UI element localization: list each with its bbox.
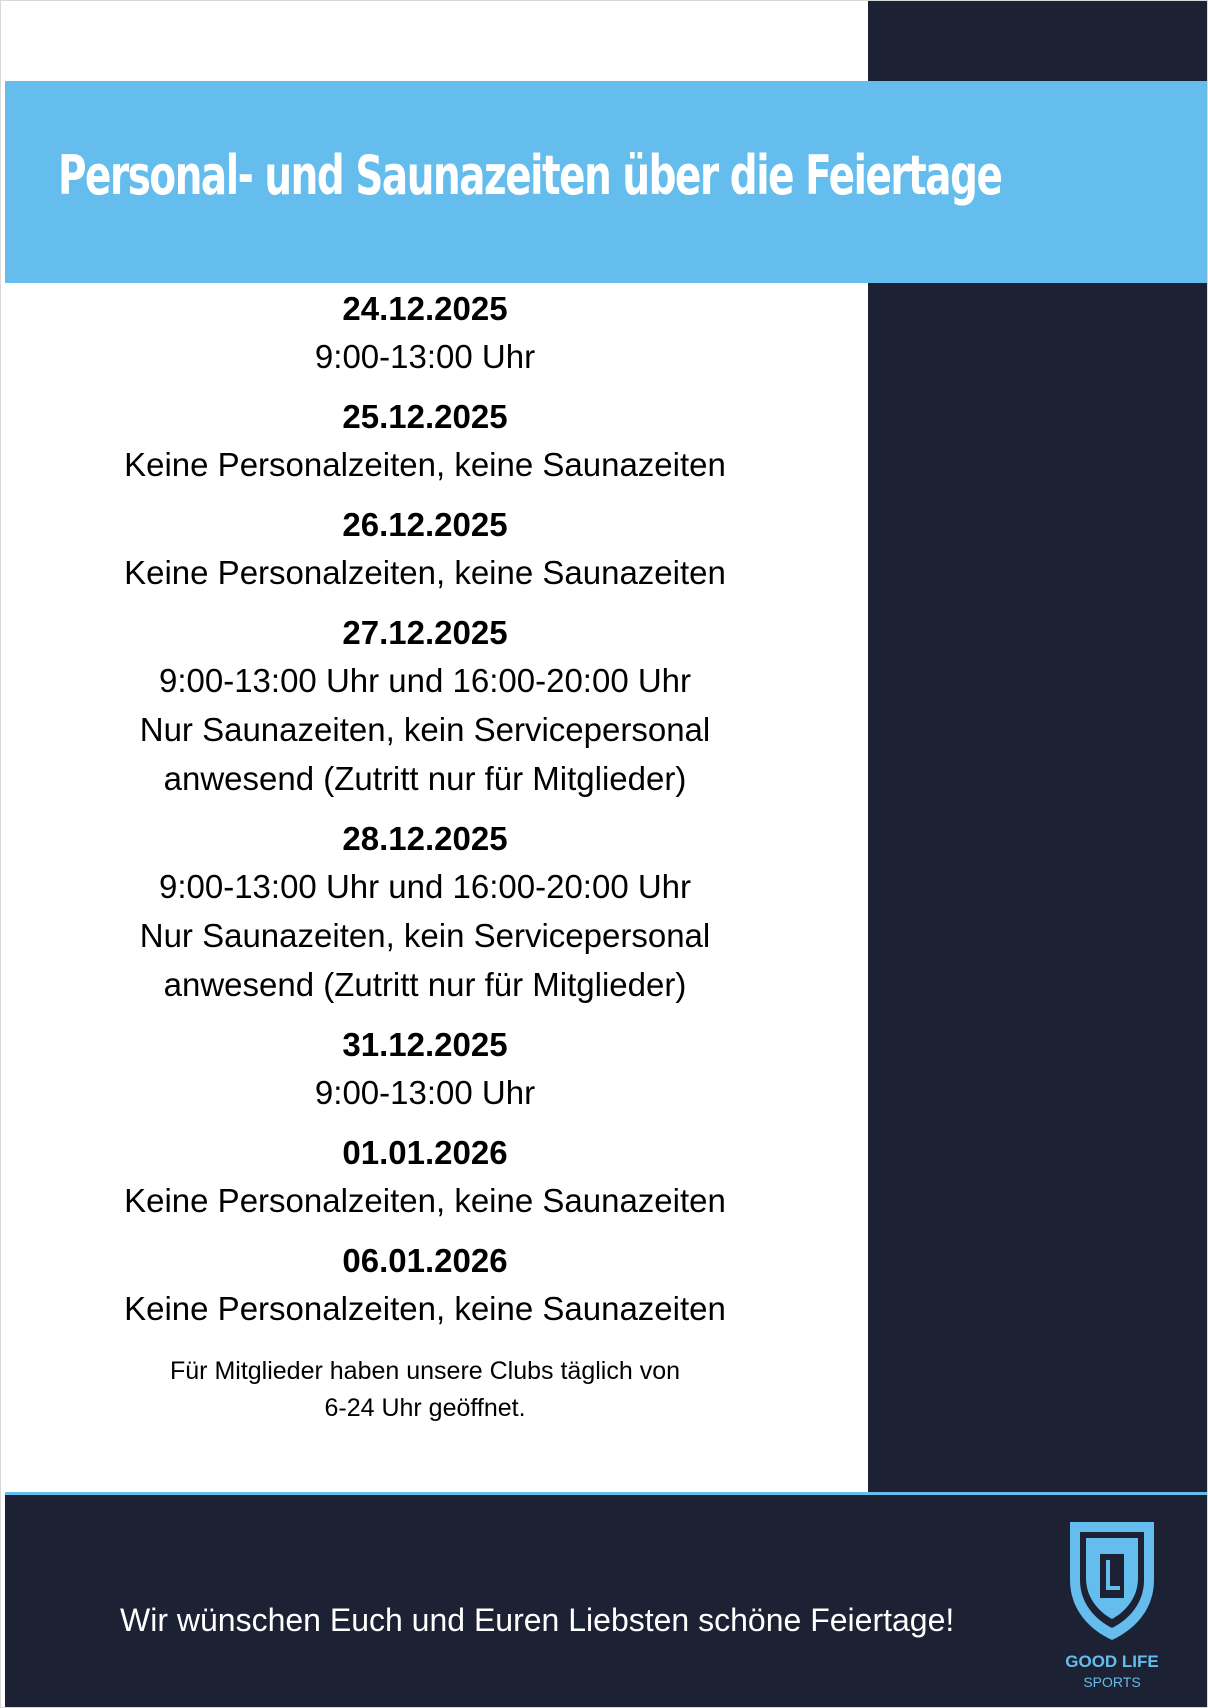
- logo-name: GOOD LIFE: [1065, 1652, 1159, 1671]
- schedule-entry: [65, 1130, 785, 1225]
- entry-hours: 9:00-13:00 Uhr und 16:00-20:00 Uhr: [158, 662, 692, 699]
- note-line: Für Mitglieder haben unsere Clubs täglich von: [170, 1357, 680, 1385]
- schedule-entry: [65, 816, 785, 1009]
- brand-logo: [1060, 1518, 1164, 1698]
- entry-hours: Keine Personalzeiten, keine Saunazeiten: [124, 1182, 726, 1219]
- shield-l-logo-icon: [1060, 1518, 1164, 1648]
- entry-hours: Keine Personalzeiten, keine Saunazeiten: [124, 446, 726, 483]
- schedule-entry: [65, 286, 785, 381]
- entry-date: 25.12.2025: [342, 398, 508, 435]
- entry-note: Nur Saunazeiten, kein Servicepersonal: [139, 711, 711, 748]
- entry-hours: 9:00-13:00 Uhr und 16:00-20:00 Uhr: [158, 868, 692, 905]
- schedule-entry: [65, 1022, 785, 1117]
- opening-hours-note: [65, 1353, 785, 1427]
- entry-hours: Keine Personalzeiten, keine Saunazeiten: [124, 1290, 726, 1327]
- entry-date: 26.12.2025: [342, 506, 508, 543]
- schedule-list: [65, 286, 785, 1427]
- entry-date: 01.01.2026: [342, 1134, 508, 1171]
- schedule-entry: [65, 1238, 785, 1333]
- entry-note: Nur Saunazeiten, kein Servicepersonal: [139, 917, 711, 954]
- note-line: 6-24 Uhr geöffnet.: [324, 1394, 526, 1422]
- schedule-entry: [65, 610, 785, 803]
- entry-note: anwesend (Zutritt nur für Mitglieder): [163, 966, 687, 1003]
- entry-date: 31.12.2025: [342, 1026, 508, 1063]
- entry-hours: 9:00-13:00 Uhr: [314, 338, 536, 375]
- schedule-entry: [65, 394, 785, 489]
- schedule-entry: [65, 502, 785, 597]
- entry-hours: 9:00-13:00 Uhr: [314, 1074, 536, 1111]
- entry-note: anwesend (Zutritt nur für Mitglieder): [163, 760, 687, 797]
- logo-subtitle: SPORTS: [1083, 1674, 1141, 1690]
- entry-date: 28.12.2025: [342, 820, 508, 857]
- entry-date: 24.12.2025: [342, 290, 508, 327]
- footer-greeting: Wir wünschen Euch und Euren Liebsten schöne Feiertage!: [120, 1602, 955, 1638]
- entry-hours: Keine Personalzeiten, keine Saunazeiten: [124, 554, 726, 591]
- entry-date: 06.01.2026: [342, 1242, 508, 1279]
- page-title: Personal- und Saunazeiten über die Feiertage: [58, 144, 1002, 207]
- entry-date: 27.12.2025: [342, 614, 508, 651]
